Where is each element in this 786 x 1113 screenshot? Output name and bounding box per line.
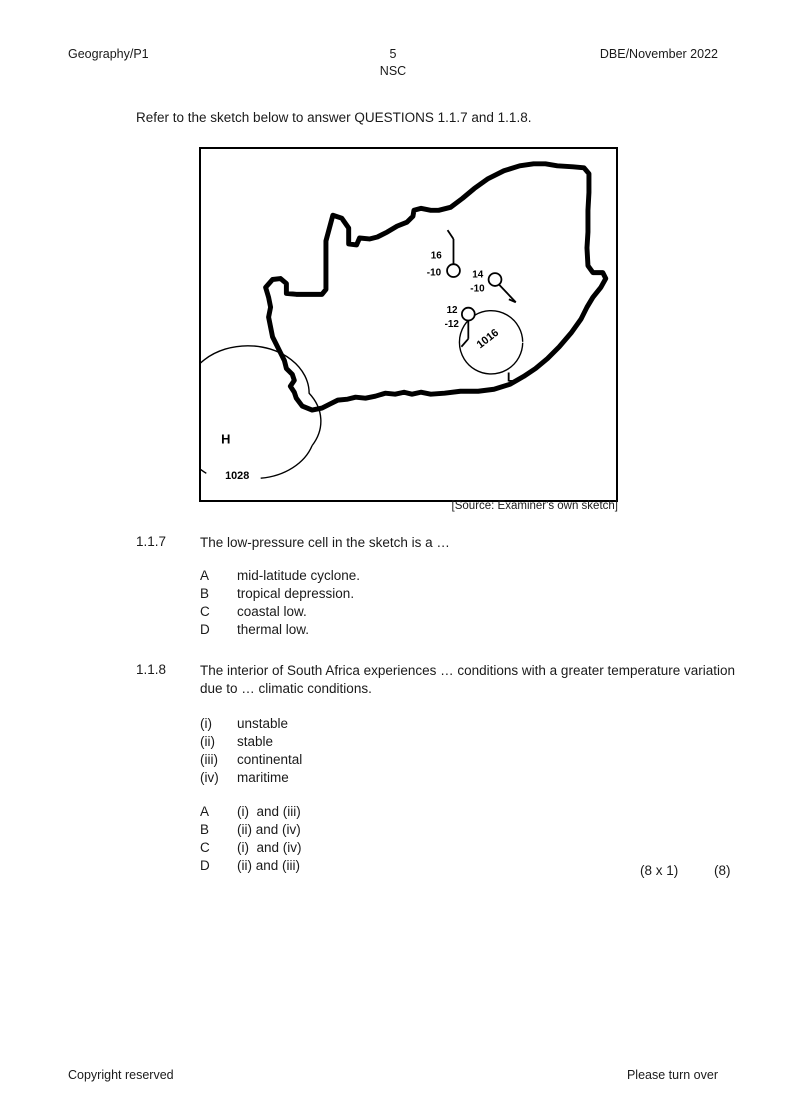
figure-source-caption: [Source: Examiner's own sketch]	[451, 500, 618, 512]
low-pressure-label: L	[506, 369, 515, 385]
high-pressure-label: H	[221, 431, 231, 447]
header-curriculum: NSC	[379, 64, 407, 78]
option-row[interactable]	[200, 839, 736, 857]
roman-key: (ii)	[200, 733, 215, 749]
question-1-1-8-stem: The interior of South Africa experiences … conditions with a greater temperature variation due to … climatic conditions.	[200, 663, 736, 696]
low-pressure-isobar-label: 1016	[474, 326, 502, 352]
option-row[interactable]	[200, 567, 736, 585]
option-row[interactable]	[200, 603, 736, 621]
question-1-1-7	[136, 534, 736, 640]
option-text: (ii) and (iv)	[237, 821, 301, 837]
roman-text: stable	[237, 733, 274, 749]
station-north-max-temp: 16	[430, 250, 442, 262]
roman-item	[200, 769, 736, 787]
option-text: (ii) and (iii)	[237, 858, 301, 874]
marks-total: (8)	[714, 863, 731, 878]
option-key: C	[200, 839, 210, 855]
option-key: D	[200, 858, 210, 874]
footer-copyright: Copyright reserved	[68, 1068, 174, 1082]
station-centre-dew-point: -12	[444, 318, 459, 330]
option-key: D	[200, 622, 210, 638]
footer-turn-over: Please turn over	[626, 1068, 718, 1082]
question-1-1-7-options	[200, 567, 736, 640]
option-row[interactable]	[200, 821, 736, 839]
page-header	[68, 47, 718, 87]
roman-item	[200, 715, 736, 733]
header-subject-paper: Geography/P1	[68, 47, 149, 61]
option-key: C	[200, 604, 210, 620]
station-east-dew-point: -10	[470, 283, 485, 295]
option-key: A	[200, 567, 210, 583]
roman-text: maritime	[237, 770, 289, 786]
high-pressure-cell	[201, 346, 321, 482]
question-1-1-8-roman-items	[200, 715, 736, 788]
roman-text: unstable	[237, 715, 289, 731]
roman-key: (i)	[200, 715, 212, 731]
high-pressure-isobar-label: 1028	[225, 470, 250, 483]
option-row[interactable]	[200, 585, 736, 603]
marks-calculation: (8 x 1)	[640, 863, 679, 878]
option-row[interactable]	[200, 803, 736, 821]
option-key: B	[200, 586, 210, 602]
option-text: (i) and (iii)	[237, 803, 301, 819]
option-text: coastal low.	[237, 604, 307, 620]
header-exam-session: DBE/November 2022	[599, 47, 718, 61]
option-key: B	[200, 821, 210, 837]
roman-text: continental	[237, 752, 303, 768]
roman-item	[200, 751, 736, 769]
option-text: mid-latitude cyclone.	[237, 567, 361, 583]
option-text: thermal low.	[237, 622, 310, 638]
option-text: tropical depression.	[237, 586, 355, 602]
roman-item	[200, 733, 736, 751]
option-row[interactable]	[200, 621, 736, 639]
question-1-1-8-number: 1.1.8	[136, 662, 167, 677]
question-1-1-7-number: 1.1.7	[136, 534, 167, 549]
question-1-1-8	[136, 662, 736, 875]
south-africa-outline	[266, 164, 606, 410]
instruction-text: Refer to the sketch below to answer QUESTIONS 1.1.7 and 1.1.8.	[136, 110, 532, 125]
station-model-north	[427, 230, 460, 278]
option-key: A	[200, 803, 210, 819]
station-east-max-temp: 14	[472, 269, 484, 281]
station-model-east	[470, 270, 515, 303]
station-centre-max-temp: 12	[446, 305, 458, 317]
station-north-dew-point: -10	[426, 267, 442, 279]
roman-key: (iii)	[200, 752, 218, 768]
question-1-1-7-stem: The low-pressure cell in the sketch is a …	[200, 535, 450, 550]
roman-key: (iv)	[200, 770, 219, 786]
option-text: (i) and (iv)	[237, 839, 302, 855]
synoptic-sketch-figure	[199, 147, 618, 502]
page-number-value: 5	[389, 47, 397, 61]
